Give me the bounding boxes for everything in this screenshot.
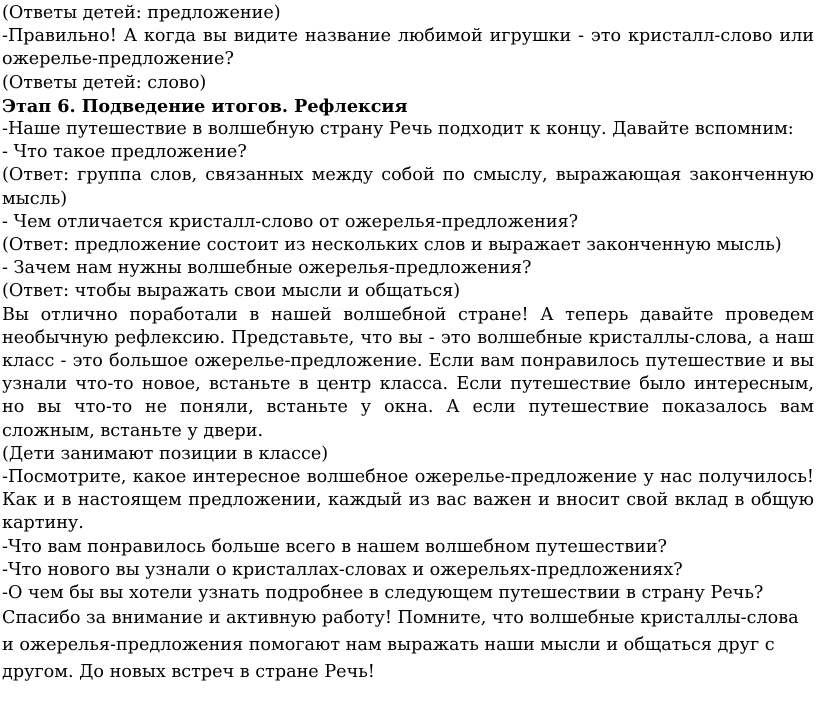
question-learn-more: -О чем бы вы хотели узнать подробнее в следующем путешествии в страну Речь? [2,583,764,604]
paragraph-question-toy: -Правильно! А когда вы видите название любимой игрушки - это кристалл-слово или ожерелье-предложение? [2,26,814,70]
paragraph-necklace-result: -Посмотрите, какое интересное волшебное ожерелье-предложение у нас получилось! Как и в настоящем предложении, каждый из вас важен и вносит свой вклад в общую картину. [2,467,814,534]
question-why-needed: - Зачем нам нужны волшебные ожерелья-предложения? [2,258,532,279]
question-learned-new: -Что нового вы узнали о кристаллах-словах и ожерельях-предложениях? [2,559,683,580]
paragraph-reflection-instructions: Вы отлично поработали в нашей волшебной стране! А теперь давайте проведем необычную рефлексию. Представьте, что вы - это волшебные кристаллы-слова, а наш класс - это большое ожерелье-предложение. Если вам понравилось путешествие и вы узнали что-то новое, встаньте в центр класса. Если путешествие было интересным, но вы что-то не поняли, встаньте у окна. А если путешествие показалось вам сложным, встаньте у двери. [2,304,814,441]
question-what-is-sentence: - Что такое предложение? [2,142,247,163]
paragraph-answer-word: (Ответы детей: слово) [2,72,207,93]
section-heading-stage-6: Этап 6. Подведение итогов. Рефлексия [2,95,408,117]
question-difference: - Чем отличается кристалл-слово от ожерелья-предложения? [2,211,579,232]
question-liked-most: -Что вам понравилось больше всего в нашем волшебном путешествии? [2,536,667,557]
paragraph-journey-end: -Наше путешествие в волшебную страну Речь подходит к концу. Давайте вспомним: [2,119,794,140]
paragraph-closing-thanks: Спасибо за внимание и активную работу! Помните, что волшебные кристаллы-слова и ожерелья-предложения помогают нам выражать наши мысли и общаться друг с другом. До новых встреч в стране Речь! [2,608,799,683]
answer-what-is-sentence: (Ответ: группа слов, связанных между собой по смыслу, выражающая законченную мысль) [2,165,814,209]
paragraph-children-positions: (Дети занимают позиции в классе) [2,443,329,464]
answer-why-needed: (Ответ: чтобы выражать свои мысли и общаться) [2,281,461,302]
paragraph-answer-sentence: (Ответы детей: предложение) [2,3,281,23]
answer-difference: (Ответ: предложение состоит из нескольких слов и выражает законченную мысль) [2,235,782,256]
